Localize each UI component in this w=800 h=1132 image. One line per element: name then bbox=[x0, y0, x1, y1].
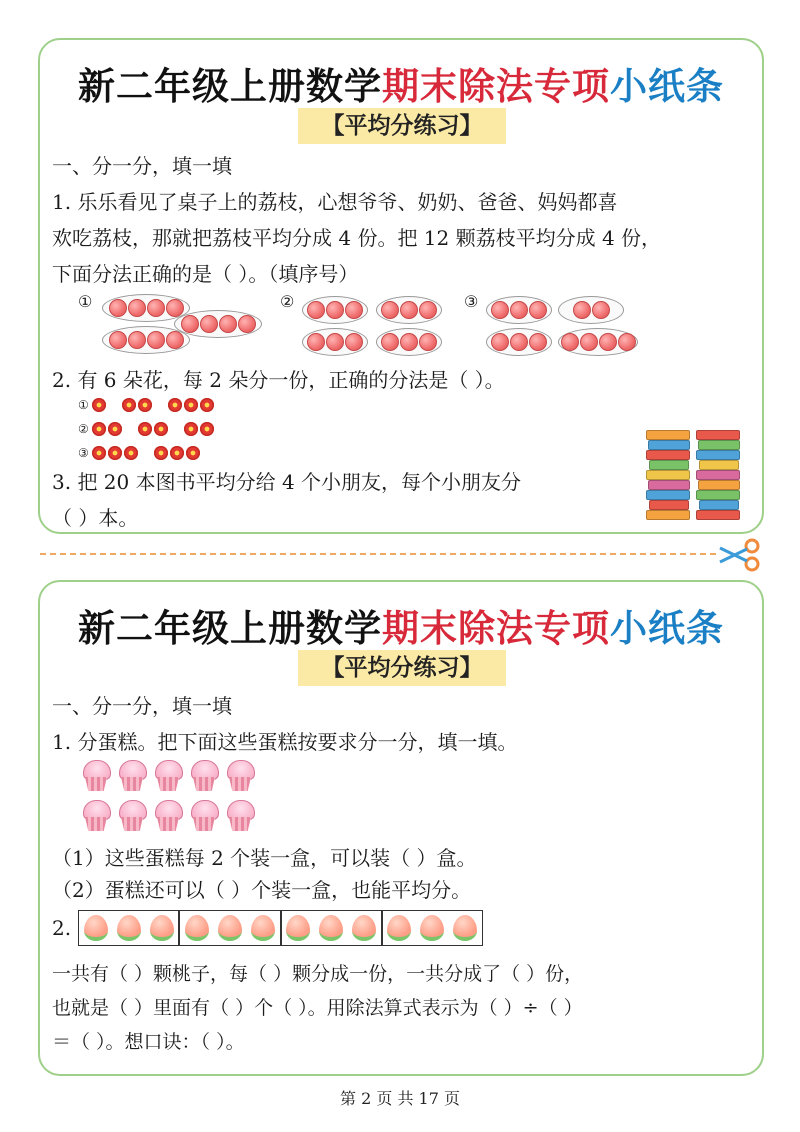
lychee-group bbox=[486, 296, 552, 324]
lychee-group bbox=[558, 328, 638, 356]
card1-subtitle: 【平均分练习】 bbox=[298, 108, 506, 144]
card2-q2-line3: ＝（ ）。想口诀：（ ）。 bbox=[52, 1031, 245, 1053]
worksheet-card-2 bbox=[38, 580, 764, 1076]
page-footer: 第 2 页 共 17 页 bbox=[340, 1089, 460, 1108]
card1-q2: 2. 有 6 朵花，每 2 朵分一份，正确的分法是（ ）。 bbox=[52, 368, 505, 392]
card1-title: 新二年级上册数学期末除法专项小纸条 bbox=[78, 65, 724, 108]
card2-title: 新二年级上册数学期末除法专项小纸条 bbox=[78, 607, 724, 650]
q1-option-3-label: ③ bbox=[464, 292, 479, 311]
peaches-figure bbox=[78, 910, 483, 946]
lychee-group bbox=[302, 328, 368, 356]
card2-q2-line1: 一共有（ ）颗桃子，每（ ）颗分成一份，一共分成了（ ）份， bbox=[52, 963, 584, 985]
lychee-group bbox=[376, 328, 442, 356]
card2-q1-part1: （1）这些蛋糕每 2 个装一盒，可以装（ ）盒。 bbox=[52, 846, 477, 870]
card1-section-heading: 一、分一分，填一填 bbox=[52, 154, 232, 178]
card2-q2-label: 2. bbox=[52, 916, 72, 940]
q2-option-3-label: ③ bbox=[78, 446, 89, 460]
lychee-group bbox=[174, 310, 262, 338]
card1-q3-line2: （ ）本。 bbox=[52, 506, 139, 530]
q1-option-1-label: ① bbox=[78, 292, 93, 311]
card1-q3-line1: 3. 把 20 本图书平均分给 4 个小朋友，每个小朋友分 bbox=[52, 470, 522, 494]
worksheet-card-1 bbox=[38, 38, 764, 534]
q2-option-1-flowers bbox=[92, 398, 214, 412]
card1-q1-line1: 1. 乐乐看见了桌子上的荔枝，心想爷爷、奶奶、爸爸、妈妈都喜 bbox=[52, 190, 618, 214]
books-stack-illustration bbox=[646, 430, 742, 520]
card2-q1-part2: （2）蛋糕还可以（ ）个装一盒，也能平均分。 bbox=[52, 878, 472, 902]
lychee-group bbox=[376, 296, 442, 324]
card2-subtitle: 【平均分练习】 bbox=[298, 650, 506, 686]
lychee-group bbox=[486, 328, 552, 356]
q2-option-1-label: ① bbox=[78, 398, 89, 412]
scissors-icon bbox=[716, 538, 764, 572]
q2-option-2-flowers bbox=[92, 422, 214, 436]
q2-option-3-flowers bbox=[92, 446, 200, 460]
card1-q1-line3: 下面分法正确的是（ ）。（填序号） bbox=[52, 262, 359, 286]
card2-q1: 1. 分蛋糕。把下面这些蛋糕按要求分一分，填一填。 bbox=[52, 730, 518, 754]
card1-q1-line2: 欢吃荔枝，那就把荔枝平均分成 4 份。把 12 颗荔枝平均分成 4 份， bbox=[52, 226, 662, 250]
q1-option-2-label: ② bbox=[280, 292, 295, 311]
card2-section-heading: 一、分一分，填一填 bbox=[52, 694, 232, 718]
card2-q2-line2: 也就是（ ）里面有（ ）个（ ）。用除法算式表示为（ ）÷（ ） bbox=[52, 997, 583, 1019]
q2-option-2-label: ② bbox=[78, 422, 89, 436]
lychee-group bbox=[102, 326, 190, 354]
lychee-group bbox=[558, 296, 624, 324]
lychee-group bbox=[302, 296, 368, 324]
cut-line bbox=[40, 553, 716, 555]
